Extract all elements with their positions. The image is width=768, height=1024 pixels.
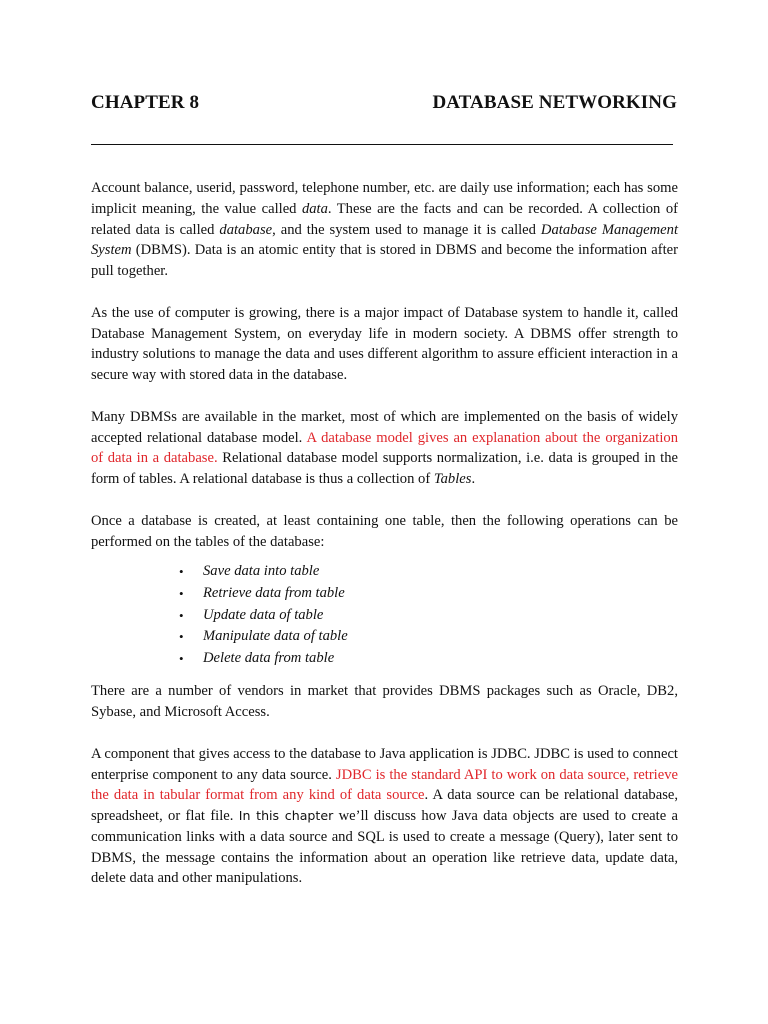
paragraph-operations-intro: Once a database is created, at least containing one table, then the following operations can be performed on the tables of the database: [91,512,678,550]
paragraph-intro [91,178,678,282]
chapter-number: CHAPTER 8 [91,92,200,113]
emphasis-tables: Tables [433,471,472,488]
text-run: Account balance, userid, password, telephone number, etc. are daily use information; each has some implicit meaning, the value called [91,180,678,217]
highlighted-jdbc-definition: JDBC is the standard API to work on data source, retrieve the data in tabular format from any kind of data source [91,766,678,804]
chapter-body [91,178,678,910]
operations-list [91,561,678,669]
chapter-title: DATABASE NETWORKING [432,92,677,113]
list-item [179,561,678,583]
header-divider [91,144,673,145]
bullet-icon: • [179,629,184,645]
highlighted-definition: A database model gives an explanation about the organization of data in a database. [91,429,678,467]
list-item-text: Save data into table [203,563,320,580]
chapter-header [91,92,678,118]
paragraph-impact: As the use of computer is growing, there is a major impact of Database system to handle it, called Database Management System, on everyday life in modern society. A DBMS offer strength to industry solutions to manage the data and uses different algorithm to assure efficient interaction in a secure way with stored data in the database. [91,304,678,384]
emphasis-data: data [301,200,328,217]
list-item [179,583,678,605]
document-page [91,0,678,1024]
emphasis-dbms: Database Management System [91,221,679,259]
bullet-icon: • [179,650,184,666]
bullet-icon: • [179,607,184,623]
text-run: . These are the facts and can be recorded. A collection of related data is called [91,200,678,238]
text-run: . [471,471,476,488]
bullet-icon: • [179,564,184,580]
text-run: we’ll discuss how Java data objects are used to create a communication links with a data source and SQL is used to create a message (Query), later sent to DBMS, the message contains the information about an operation like retrieve data, update data, delete data and other manipulations. [91,808,678,887]
text-run: Many DBMSs are available in the market, most of which are implemented on the basis of widely accepted relational database model. [91,408,678,446]
text-run-sans: In this chapter [238,808,334,824]
list-item-text: Retrieve data from table [203,584,345,601]
text-run: , and the system used to manage it is called [272,221,541,238]
list-item-text: Update data of table [203,606,324,623]
text-run: A component that gives access to the database to Java application is JDBC. JDBC is used to connect enterprise component to any data source. [91,745,678,783]
list-item [179,605,678,627]
text-run: (DBMS). Data is an atomic entity that is stored in DBMS and become the information after pull together. [91,242,678,280]
emphasis-database: database [219,221,273,238]
list-item-text: Delete data from table [203,649,335,666]
paragraph-relational-model [91,407,678,490]
paragraph-jdbc [91,744,678,890]
text-run: . A data source can be relational database, spreadsheet, or flat file. [91,787,678,825]
bullet-icon: • [179,585,184,601]
paragraph-vendors: There are a number of vendors in market that provides DBMS packages such as Oracle, DB2, Sybase, and Microsoft Access. [91,683,678,721]
list-item-text: Manipulate data of table [203,628,348,645]
text-run: Relational database model supports normalization, i.e. data is grouped in the form of tables. A relational database is thus a collection of [91,450,678,488]
list-item [179,626,678,648]
list-item [179,648,678,670]
